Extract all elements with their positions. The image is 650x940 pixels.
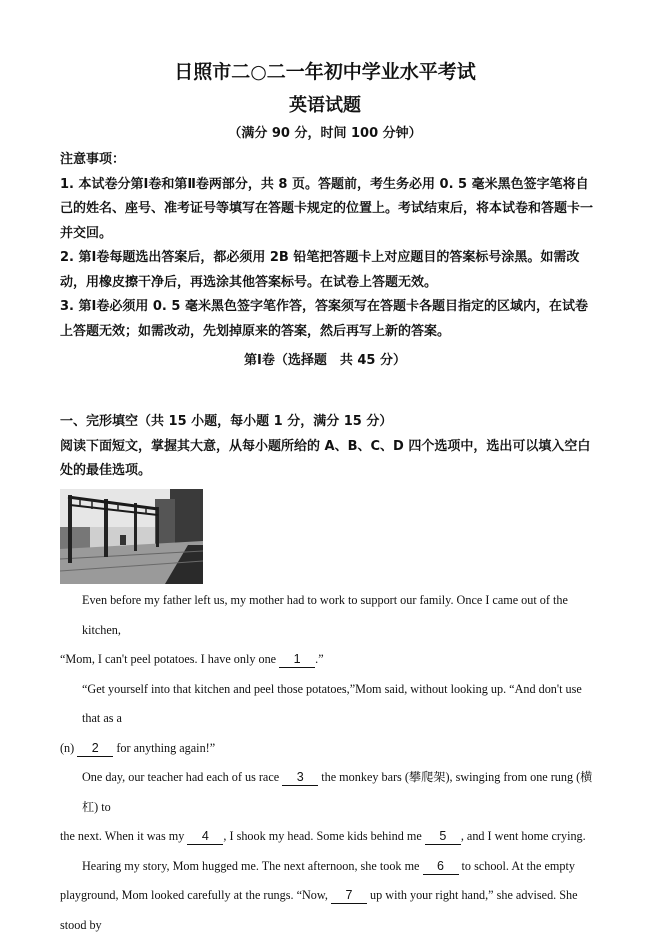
blank-6[interactable]: 6 — [423, 859, 459, 875]
note-item: 3. 第Ⅰ卷必须用 0. 5 毫米黑色签字笔作答，答案须写在答题卡各题目指定的区域内，在试卷上答题无效；如需改动，先划掉原来的答案，然后再写上新的答案。 — [60, 299, 588, 339]
exam-title: 日照市二○二一年初中学业水平考试 — [174, 61, 476, 83]
blank-2[interactable]: 2 — [77, 741, 113, 757]
blank-5[interactable]: 5 — [425, 829, 461, 845]
blank-4[interactable]: 4 — [187, 829, 223, 845]
passage-line: Hearing my story, Mom hugged me. The next afternoon, she took me 6 to school. At the empty — [82, 858, 575, 873]
passage-line: “Get yourself into that kitchen and peel those potatoes,”Mom said, without looking up. “And don't use that as a — [82, 681, 582, 725]
blank-1[interactable]: 1 — [279, 652, 315, 668]
section-title: 第Ⅰ卷（选择题 共 45 分） — [244, 353, 406, 368]
cloze-instructions — [60, 410, 596, 484]
note-item: 2. 第Ⅰ卷每题选出答案后，都必须用 2B 铅笔把答题卡上对应题目的答案标号涂黑。如需改动，用橡皮擦干净后，再选涂其他答案标号。在试卷上答题无效。 — [60, 250, 580, 290]
cloze-passage — [60, 586, 595, 940]
note-item: 1. 本试卷分第Ⅰ卷和第Ⅱ卷两部分，共 8 页。答题前，考生务必用 0. 5 毫米黑色签字笔将自己的姓名、座号、准考证号等填写在答题卡规定的位置上。考试结束后，将本试卷和答题卡一并交回。 — [60, 176, 594, 241]
passage-line: playground, Mom looked carefully at the rungs. “Now, 7 up with your right hand,” she advised. She stood by — [60, 888, 578, 932]
monkey-bars-image — [60, 489, 203, 584]
passage-line: (n) 2 for anything again!” — [60, 740, 216, 755]
notes-section — [60, 148, 596, 344]
notes-heading: 注意事项： — [60, 152, 126, 167]
blank-3[interactable]: 3 — [282, 770, 318, 786]
passage-line: “Mom, I can't peel potatoes. I have only one 1 .” — [60, 652, 324, 666]
part-title: 一、完形填空（共 15 小题，每小题 1 分，满分 15 分） — [60, 414, 393, 429]
passage-line: One day, our teacher had each of us race 3 the monkey bars (攀爬架), swinging from one rung (横杠) to — [82, 770, 593, 814]
exam-info: （满分 90 分，时间 100 分钟） — [228, 126, 422, 141]
passage-line: the next. When it was my 4 , I shook my head. Some kids behind me 5 , and I went home crying. — [60, 829, 586, 843]
instruction-text: 阅读下面短文，掌握其大意，从每小题所给的 A、B、C、D 四个选项中，选出可以填入空白处的最佳选项。 — [60, 438, 591, 478]
playground-photo — [60, 489, 203, 584]
subject-title: 英语试题 — [289, 95, 361, 116]
passage-line: Even before my father left us, my mother had to work to support our family. Once I came out of the kitchen, — [82, 593, 568, 637]
blank-7[interactable]: 7 — [331, 888, 367, 904]
